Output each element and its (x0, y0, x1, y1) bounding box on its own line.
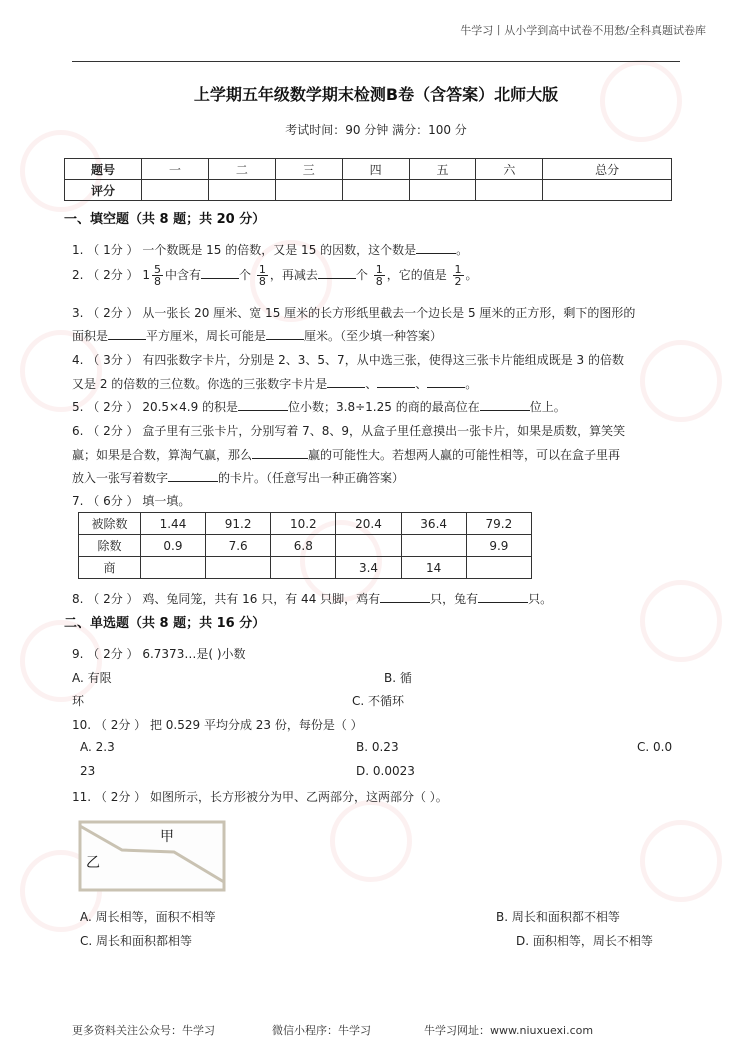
question-text: 。 (465, 268, 478, 282)
section-heading: 一、填空题（共 8 题；共 20 分） (64, 212, 266, 227)
table-cell: 四 (342, 159, 409, 180)
table-cell[interactable] (342, 180, 409, 201)
fraction (152, 264, 163, 287)
answer-blank[interactable] (238, 399, 288, 411)
table-cell: 一 (142, 159, 209, 180)
question-text: 5. （ 2分 ） 20.5×4.9 的积是 (72, 400, 239, 414)
question-3-line-2 (72, 327, 442, 344)
option-a[interactable]: A. 2.3 (80, 740, 115, 754)
question-text: 面积是 (72, 329, 109, 343)
table-row (79, 513, 532, 535)
score-table (64, 158, 672, 201)
answer-blank[interactable] (168, 470, 218, 482)
question-5 (72, 398, 566, 415)
question-text: 位上。 (529, 400, 566, 414)
table-row (79, 557, 532, 579)
table-cell[interactable] (543, 180, 672, 201)
question-text: 。 (465, 377, 478, 391)
watermark-logo (330, 800, 412, 882)
table-row (65, 159, 672, 180)
question-text: 。 (456, 243, 469, 257)
question-text: 放入一张写着数字 (72, 471, 169, 485)
question-text: ，它的值是 (386, 268, 447, 282)
question-text: 1. （ 1分 ） 一个数既是 15 的倍数，又是 15 的因数，这个数是 (72, 243, 417, 257)
option-c[interactable]: C. 周长和面积都相等 (80, 934, 193, 948)
option-c-continuation: 23 (80, 764, 96, 778)
answer-blank[interactable] (266, 328, 304, 340)
fraction-denominator: 8 (258, 275, 266, 288)
answer-blank[interactable] (427, 376, 465, 388)
table-cell: 9.9 (466, 535, 531, 557)
fraction (374, 264, 385, 287)
division-table (78, 512, 532, 579)
question-text: 的卡片。（任意写出一种正确答案） (218, 471, 405, 485)
question-9: 9. （ 2分 ） 6.7373…是( )小数 (72, 647, 246, 661)
question-7: 7. （ 6分 ） 填一填。 (72, 494, 191, 508)
question-11: 11. （ 2分 ） 如图所示，长方形被分为甲、乙两部分，这两部分（ ）。 (72, 790, 448, 804)
answer-blank[interactable] (318, 267, 356, 279)
question-text: 中含有 (164, 268, 201, 282)
answer-blank[interactable] (380, 591, 430, 603)
watermark-logo (640, 580, 722, 662)
table-cell[interactable] (476, 180, 543, 201)
option-a[interactable]: A. 有限 (72, 671, 112, 685)
option-a[interactable]: A. 周长相等，面积不相等 (80, 910, 216, 924)
question-text: 平方厘米，周长可能是 (146, 329, 267, 343)
table-cell: 10.2 (271, 513, 336, 535)
footer-mini-program: 微信小程序：牛学习 (272, 1024, 371, 1037)
question-text: 个 (355, 268, 368, 282)
question-3-line-1: 3. （ 2分 ） 从一张长 20 厘米、宽 15 厘米的长方形纸里截去一个边长是 5 厘米的正方形，剩下的图形的 (72, 306, 636, 320)
question-text: 赢；如果是合数，算淘气赢，那么 (72, 448, 253, 462)
table-cell[interactable] (466, 557, 531, 579)
table-cell: 14 (401, 557, 466, 579)
question-text: 赢的可能性大。若想两人赢的可能性相等，可以在盒子里再 (308, 448, 621, 462)
answer-blank[interactable] (327, 376, 365, 388)
table-cell: 3.4 (336, 557, 401, 579)
answer-blank[interactable] (480, 399, 530, 411)
question-text: 位小数；3.8÷1.25 的商的最高位在 (288, 400, 480, 414)
table-cell: 五 (409, 159, 476, 180)
question-text: 2. （ 2分 ） 1 (72, 268, 150, 282)
fraction (453, 264, 464, 287)
answer-blank[interactable] (252, 447, 308, 459)
table-cell[interactable] (275, 180, 342, 201)
option-b[interactable]: B. 周长和面积都不相等 (496, 910, 620, 924)
question-text: 、 (365, 377, 378, 391)
header-site-text: 牛学习丨从小学到高中试卷不用愁/全科真题试卷库 (460, 24, 706, 37)
answer-blank[interactable] (416, 242, 456, 254)
question-text: ，再减去 (269, 268, 318, 282)
footer-wechat-account: 更多资料关注公众号：牛学习 (72, 1024, 215, 1037)
table-cell[interactable] (409, 180, 476, 201)
answer-blank[interactable] (201, 267, 239, 279)
table-cell: 总分 (543, 159, 672, 180)
question-6-line-2 (72, 446, 620, 463)
fraction (257, 264, 268, 287)
question-2 (72, 264, 478, 287)
table-row (65, 180, 672, 201)
header-divider (72, 61, 680, 62)
fraction-numerator: 5 (153, 263, 161, 276)
table-cell: 评分 (65, 180, 142, 201)
watermark-logo (640, 340, 722, 422)
answer-blank[interactable] (377, 376, 415, 388)
table-row (79, 535, 532, 557)
fraction-denominator: 8 (153, 275, 161, 288)
table-cell: 三 (275, 159, 342, 180)
section-heading: 二、单选题（共 8 题；共 16 分） (64, 616, 266, 631)
label-yi: 乙 (86, 855, 100, 871)
question-text: 只。 (528, 592, 553, 606)
table-cell[interactable] (140, 557, 205, 579)
table-cell: 除数 (79, 535, 141, 557)
question-text: 个 (239, 268, 252, 282)
question-4-line-1: 4. （ 3分 ） 有四张数字卡片，分别是 2、3、5、7，从中选三张，使得这三张卡片能组成既是 3 的倍数 (72, 353, 624, 367)
table-cell: 91.2 (206, 513, 271, 535)
rectangle-outline (80, 822, 224, 890)
fraction-numerator: 1 (258, 263, 266, 276)
table-cell: 题号 (65, 159, 142, 180)
question-text: 、 (415, 377, 428, 391)
table-cell: 0.9 (140, 535, 205, 557)
question-text: 8. （ 2分 ） 鸡、兔同笼，共有 16 只，有 44 只脚，鸡有 (72, 592, 381, 606)
question-text: 只，兔有 (430, 592, 479, 606)
question-text: 厘米。（至少填一种答案） (304, 329, 443, 343)
option-c[interactable]: C. 不循环 (352, 694, 405, 708)
table-cell: 六 (476, 159, 543, 180)
table-cell: 79.2 (466, 513, 531, 535)
exam-info: 考试时间：90 分钟 满分：100 分 (285, 123, 467, 137)
option-c[interactable]: C. 0.0 (637, 740, 673, 754)
table-cell[interactable] (208, 180, 275, 201)
table-cell: 被除数 (79, 513, 141, 535)
table-cell: 1.44 (140, 513, 205, 535)
table-cell: 7.6 (206, 535, 271, 557)
table-cell: 商 (79, 557, 141, 579)
fraction-denominator: 8 (375, 275, 383, 288)
question-text: 又是 2 的倍数的三位数。你选的三张数字卡片是 (72, 377, 328, 391)
question-1 (72, 241, 468, 258)
option-b-continuation: 环 (72, 694, 85, 708)
fraction-numerator: 1 (454, 263, 462, 276)
table-cell: 二 (208, 159, 275, 180)
question-6-line-3 (72, 469, 404, 486)
rectangle-diagram (78, 820, 226, 892)
option-d[interactable]: D. 面积相等，周长不相等 (516, 934, 653, 948)
table-cell[interactable] (142, 180, 209, 201)
question-4-line-2 (72, 375, 477, 392)
table-cell: 36.4 (401, 513, 466, 535)
option-d[interactable]: D. 0.0023 (356, 764, 415, 778)
option-b[interactable]: B. 循 (384, 671, 412, 685)
answer-blank[interactable] (108, 328, 146, 340)
fraction-denominator: 2 (454, 275, 462, 288)
option-b[interactable]: B. 0.23 (356, 740, 399, 754)
table-cell[interactable] (336, 535, 401, 557)
footer-website-link[interactable]: 牛学习网址：www.niuxuexi.com (424, 1024, 594, 1037)
table-cell: 6.8 (271, 535, 336, 557)
table-cell[interactable] (271, 557, 336, 579)
question-6-line-1: 6. （ 2分 ） 盒子里有三张卡片，分别写着 7、8、9，从盒子里任意摸出一张卡片，如果是质数，算笑笑 (72, 424, 626, 438)
table-cell: 20.4 (336, 513, 401, 535)
question-10: 10. （ 2分 ） 把 0.529 平均分成 23 份，每份是（ ） (72, 718, 363, 732)
fraction-numerator: 1 (375, 263, 383, 276)
table-cell[interactable] (206, 557, 271, 579)
table-cell[interactable] (401, 535, 466, 557)
page-title: 上学期五年级数学期末检测B卷（含答案）北师大版 (193, 85, 559, 104)
label-jia: 甲 (160, 829, 174, 845)
rectangle-figure (78, 820, 226, 892)
watermark-logo (640, 820, 722, 902)
answer-blank[interactable] (478, 591, 528, 603)
question-8 (72, 590, 552, 607)
